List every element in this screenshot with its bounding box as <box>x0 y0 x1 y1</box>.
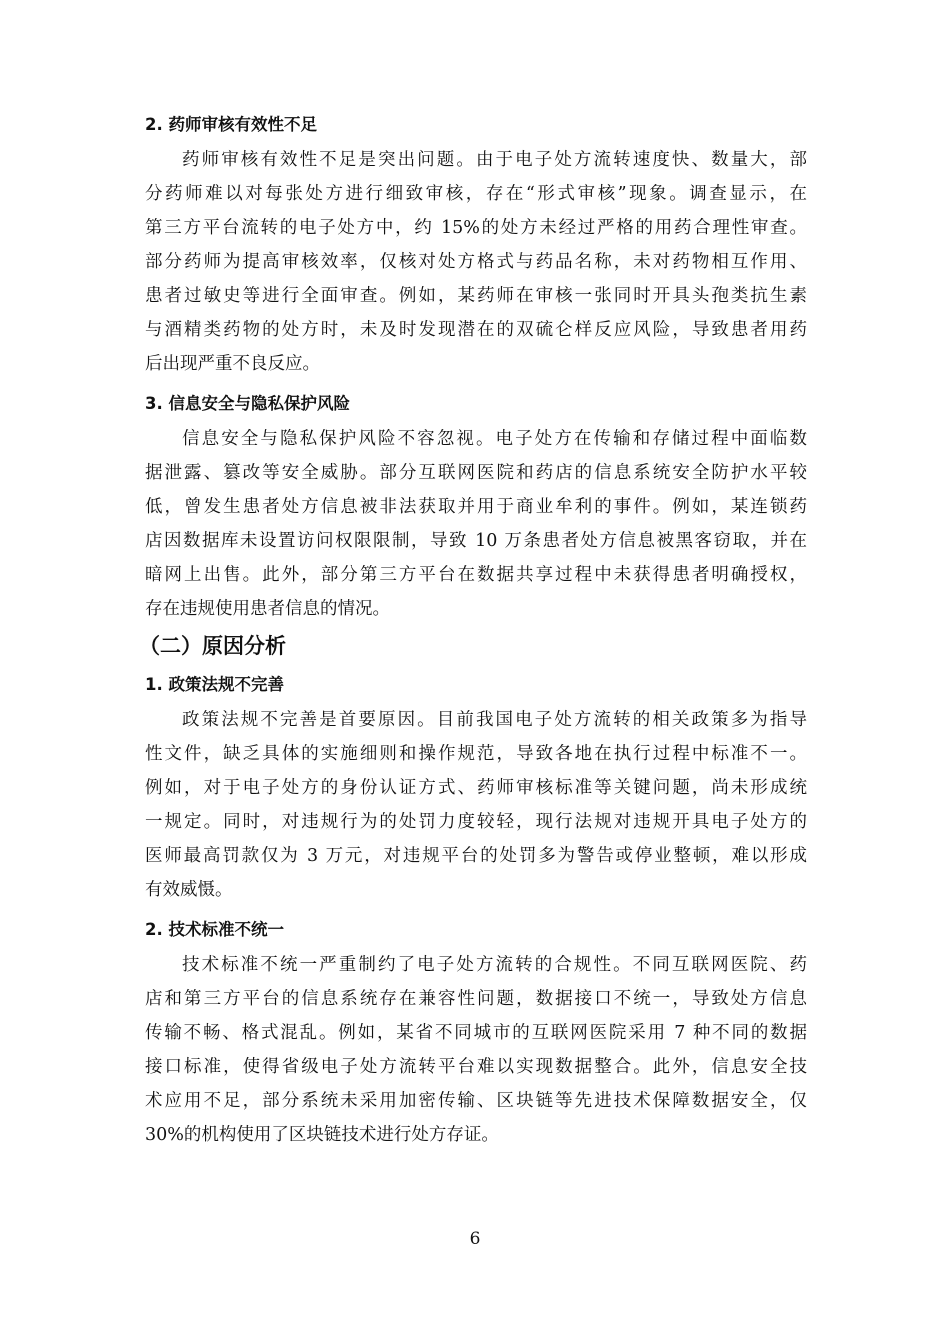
page-content <box>139 112 807 1152</box>
paragraph-pharmacist-review <box>145 143 807 381</box>
paragraph-policy <box>145 703 807 907</box>
paragraph-line: 传输不畅、格式混乱。例如，某省不同城市的互联网医院采用 7 种不同的数据 <box>145 1023 807 1043</box>
paragraph-line: 30%的机构使用了区块链技术进行处方存证。 <box>145 1125 499 1145</box>
section-heading-info-security: 3. 信息安全与隐私保护风险 <box>145 394 350 413</box>
paragraph-line: 信息安全与隐私保护风险不容忽视。电子处方在传输和存储过程中面临数 <box>182 429 807 449</box>
paragraph-tech-standards <box>145 948 807 1152</box>
paragraph-line: 性文件，缺乏具体的实施细则和操作规范，导致各地在执行过程中标准不一。 <box>145 744 807 764</box>
paragraph-line: 患者过敏史等进行全面审查。例如，某药师在审核一张同时开具头孢类抗生素 <box>145 286 807 306</box>
paragraph-line: 据泄露、篡改等安全威胁。部分互联网医院和药店的信息系统安全防护水平较 <box>145 463 807 483</box>
paragraph-line: 术应用不足，部分系统未采用加密传输、区块链等先进技术保障数据安全，仅 <box>145 1091 807 1111</box>
paragraph-line: 药师审核有效性不足是突出问题。由于电子处方流转速度快、数量大，部 <box>182 150 807 170</box>
paragraph-line: 第三方平台流转的电子处方中，约 15%的处方未经过严格的用药合理性审查。 <box>145 218 807 238</box>
paragraph-info-security <box>145 422 807 626</box>
paragraph-line: 一规定。同时，对违规行为的处罚力度较轻，现行法规对违规开具电子处方的 <box>145 812 807 832</box>
paragraph-line: 店因数据库未设置访问权限限制，导致 10 万条患者处方信息被黑客窃取，并在 <box>145 531 807 551</box>
page-number: 6 <box>469 1229 481 1249</box>
paragraph-line: 存在违规使用患者信息的情况。 <box>145 599 390 619</box>
paragraph-line: 技术标准不统一严重制约了电子处方流转的合规性。不同互联网医院、药 <box>182 955 807 975</box>
section-heading-policy: 1. 政策法规不完善 <box>145 675 284 694</box>
paragraph-line: 医师最高罚款仅为 3 万元，对违规平台的处罚多为警告或停业整顿，难以形成 <box>145 846 807 866</box>
paragraph-line: 后出现严重不良反应。 <box>145 354 320 374</box>
paragraph-line: 低，曾发生患者处方信息被非法获取并用于商业牟利的事件。例如，某连锁药 <box>145 497 807 517</box>
section-heading-tech-standards: 2. 技术标准不统一 <box>145 920 284 939</box>
paragraph-line: 接口标准，使得省级电子处方流转平台难以实现数据整合。此外，信息安全技 <box>145 1057 807 1077</box>
paragraph-line: 与酒精类药物的处方时，未及时发现潜在的双硫仑样反应风险，导致患者用药 <box>145 320 807 340</box>
paragraph-line: 例如，对于电子处方的身份认证方式、药师审核标准等关键问题，尚未形成统 <box>145 778 807 798</box>
section-heading-pharmacist-review: 2. 药师审核有效性不足 <box>145 115 317 134</box>
paragraph-line: 部分药师为提高审核效率，仅核对处方格式与药品名称，未对药物相互作用、 <box>145 252 807 272</box>
paragraph-line: 分药师难以对每张处方进行细致审核，存在“形式审核”现象。调查显示，在 <box>145 184 807 204</box>
part-heading-cause-analysis: （二）原因分析 <box>139 634 286 658</box>
paragraph-line: 政策法规不完善是首要原因。目前我国电子处方流转的相关政策多为指导 <box>182 710 807 730</box>
paragraph-line: 店和第三方平台的信息系统存在兼容性问题，数据接口不统一，导致处方信息 <box>145 989 807 1009</box>
paragraph-line: 暗网上出售。此外，部分第三方平台在数据共享过程中未获得患者明确授权， <box>145 565 807 585</box>
paragraph-line: 有效威慑。 <box>145 880 233 900</box>
